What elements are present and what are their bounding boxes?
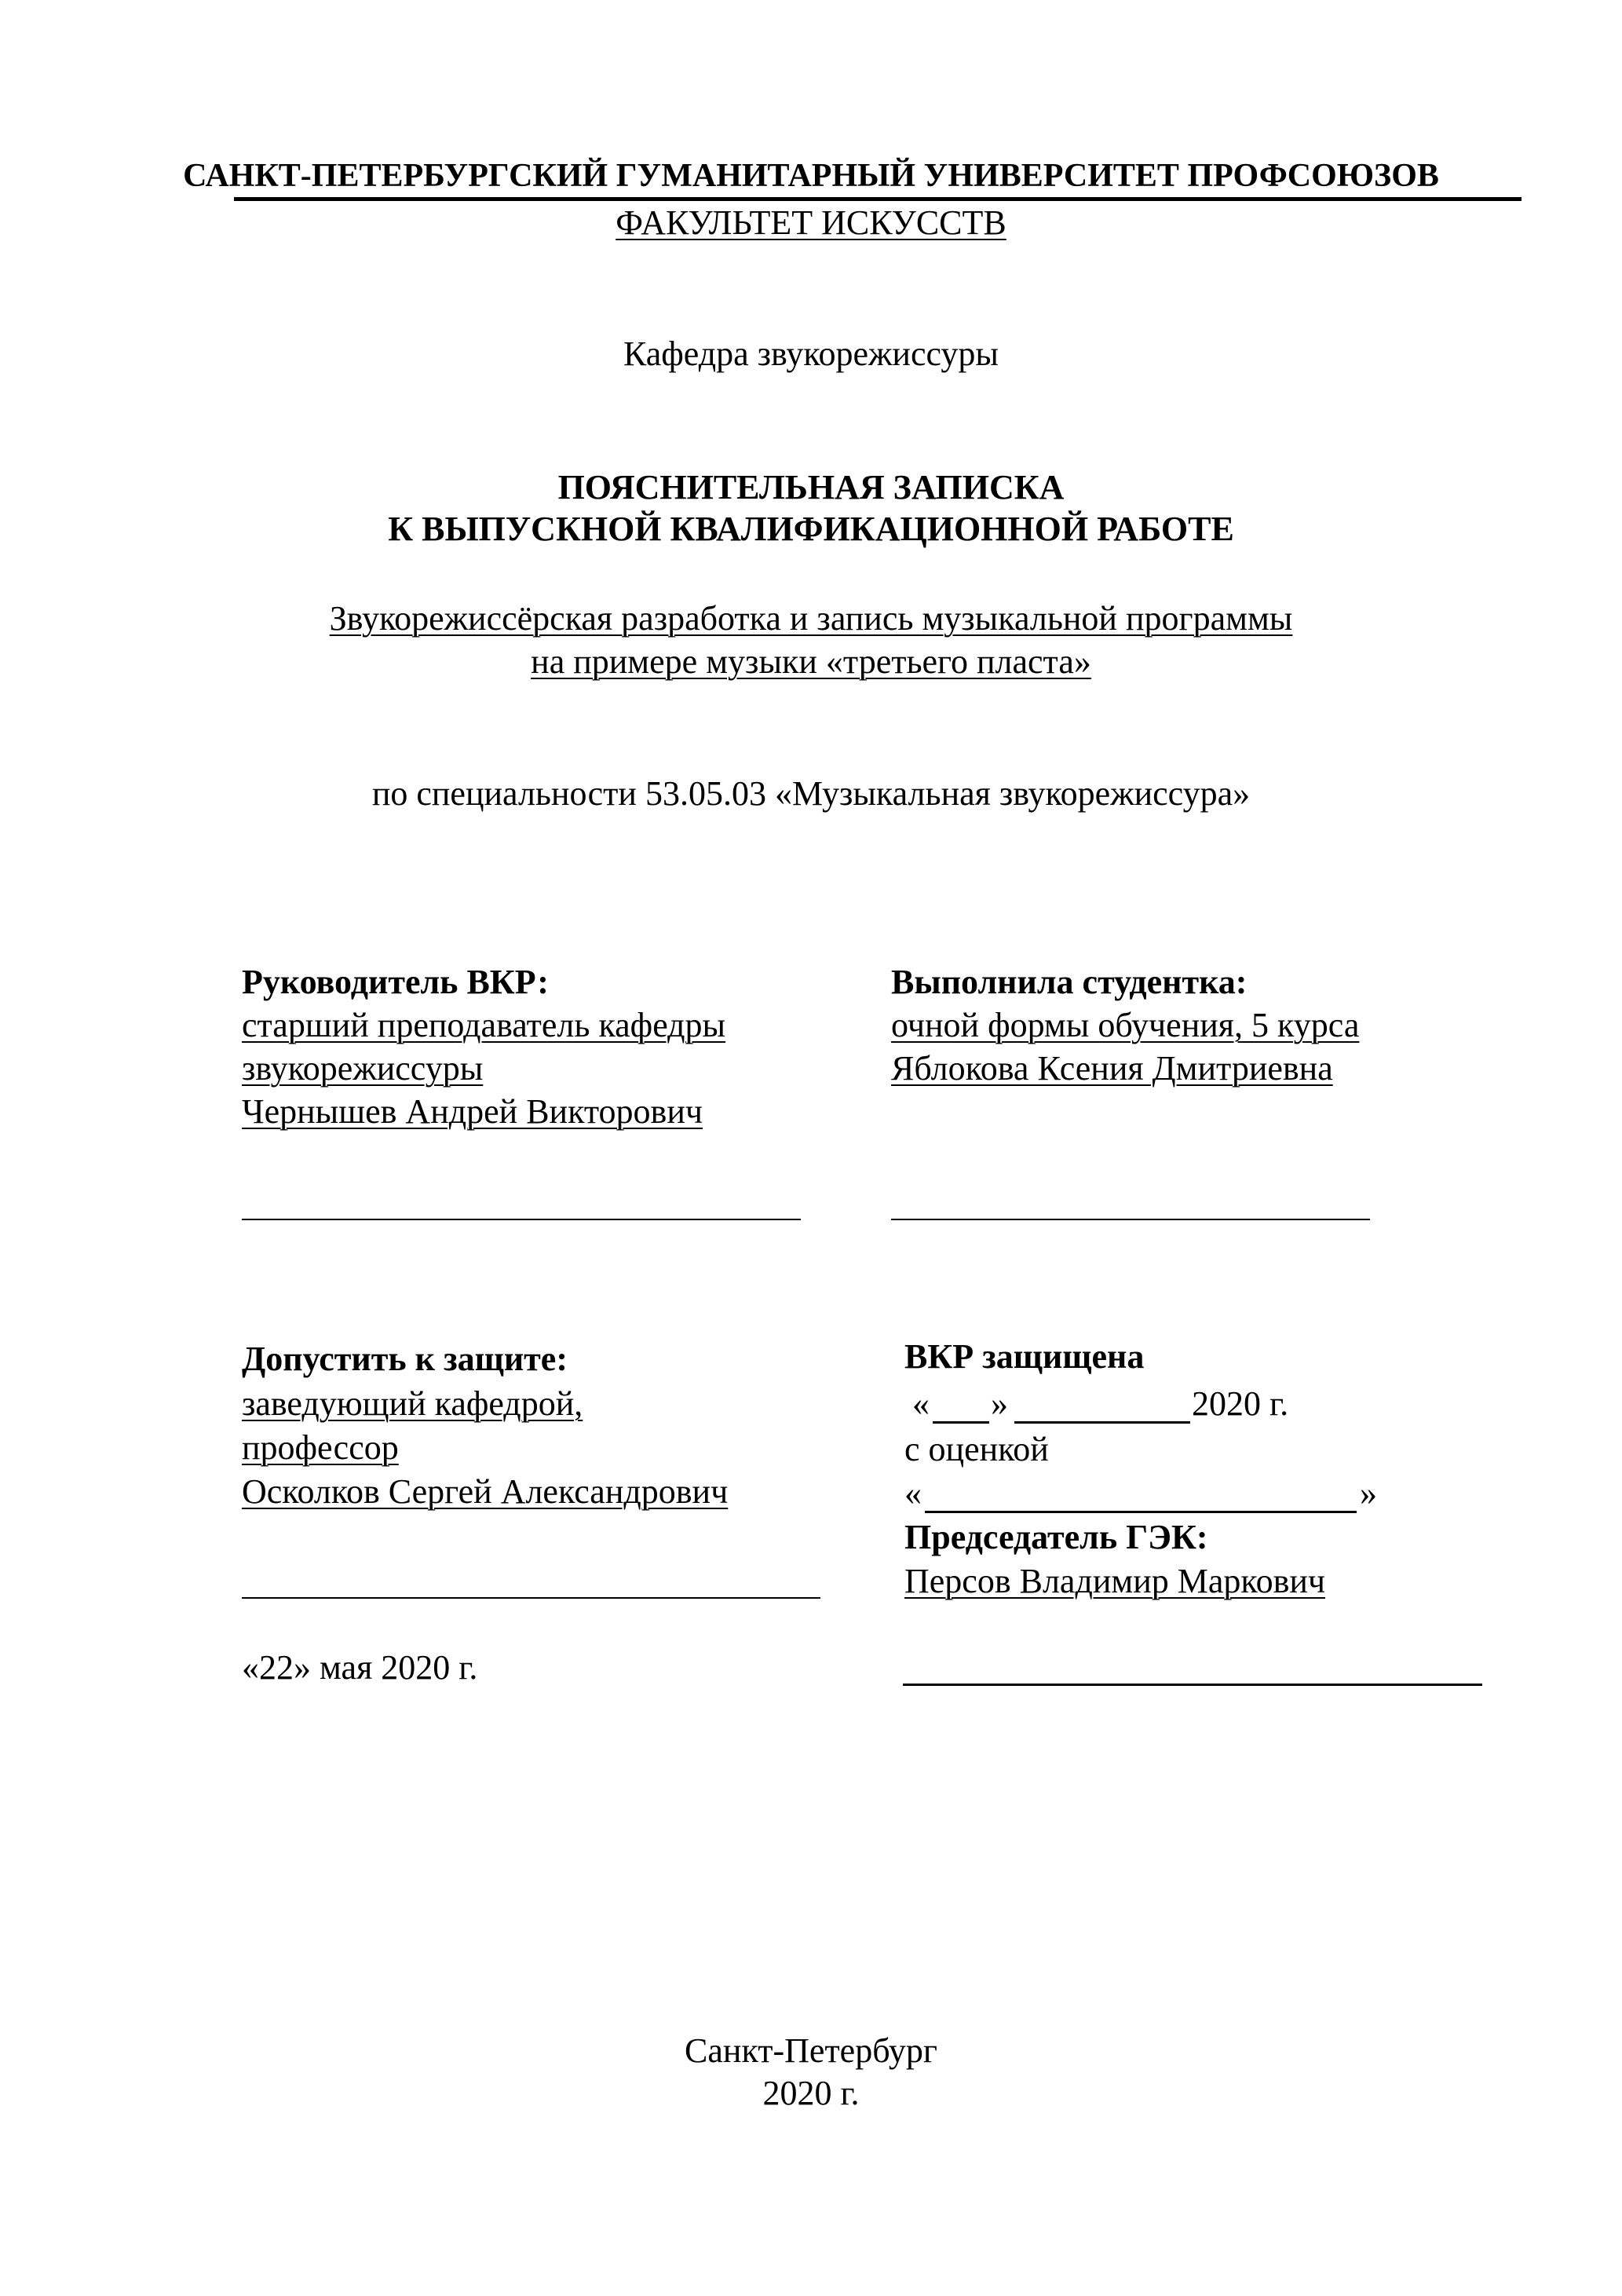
defense-grade-blank [925, 1511, 1357, 1513]
document-title-line1: ПОЯСНИТЕЛЬНАЯ ЗАПИСКА [557, 468, 1065, 506]
admission-heading: Допустить к защите: [242, 1340, 568, 1378]
gek-chair-signature-line [903, 1684, 1482, 1686]
defense-heading: ВКР защищена [904, 1337, 1145, 1376]
defense-grade-label: с оценкой [904, 1430, 1049, 1468]
defense-year: 2020 г. [1192, 1384, 1289, 1423]
defense-date-close-quote: » [991, 1384, 1008, 1423]
gek-chair-heading: Председатель ГЭК: [904, 1518, 1208, 1556]
header-rule [234, 197, 1522, 201]
student-heading: Выполнила студентка: [891, 963, 1248, 1001]
admission-date: «22» мая 2020 г. [242, 1648, 478, 1687]
student-name: Яблокова Ксения Дмитриевна [891, 1049, 1333, 1088]
student-study-form: очной формы обучения, 5 курса [891, 1006, 1360, 1044]
defense-day-blank [933, 1421, 989, 1424]
document-title-line2: К ВЫПУСКНОЙ КВАЛИФИКАЦИОННОЙ РАБОТЕ [388, 510, 1234, 548]
topic-line1: Звукорежиссёрская разработка и запись музыкальной программы [329, 599, 1293, 638]
footer-year: 2020 г. [762, 2074, 860, 2112]
student-signature-line [891, 1219, 1370, 1220]
admission-position-line1: заведующий кафедрой, [242, 1384, 583, 1423]
supervisor-heading: Руководитель ВКР: [242, 963, 549, 1001]
supervisor-name: Чернышев Андрей Викторович [242, 1092, 703, 1131]
university-name: САНКТ-ПЕТЕРБУРГСКИЙ ГУМАНИТАРНЫЙ УНИВЕРСИТЕТ ПРОФСОЮЗОВ [183, 158, 1439, 194]
admission-position-line2: профессор [242, 1428, 399, 1467]
admission-signature-line [242, 1597, 820, 1599]
topic-line2: на примере музыки «третьего пласта» [531, 642, 1091, 681]
faculty-name: ФАКУЛЬТЕТ ИСКУССТВ [616, 203, 1006, 242]
specialty-line: по специальности 53.05.03 «Музыкальная звукорежиссура» [371, 774, 1251, 813]
supervisor-position-line2: звукорежиссуры [242, 1049, 484, 1088]
supervisor-position-line1: старший преподаватель кафедры [242, 1006, 726, 1044]
defense-month-blank [1014, 1421, 1190, 1424]
defense-grade-close-quote: » [1360, 1474, 1377, 1512]
admission-head-name: Осколков Сергей Александрович [242, 1472, 729, 1511]
department-name: Кафедра звукорежиссуры [623, 335, 999, 373]
gek-chair-name: Персов Владимир Маркович [904, 1562, 1326, 1600]
supervisor-signature-line [242, 1219, 801, 1220]
defense-date-open-quote: « [912, 1384, 930, 1423]
defense-grade-open-quote: « [904, 1474, 922, 1512]
footer-city: Санкт-Петербург [685, 2031, 937, 2070]
